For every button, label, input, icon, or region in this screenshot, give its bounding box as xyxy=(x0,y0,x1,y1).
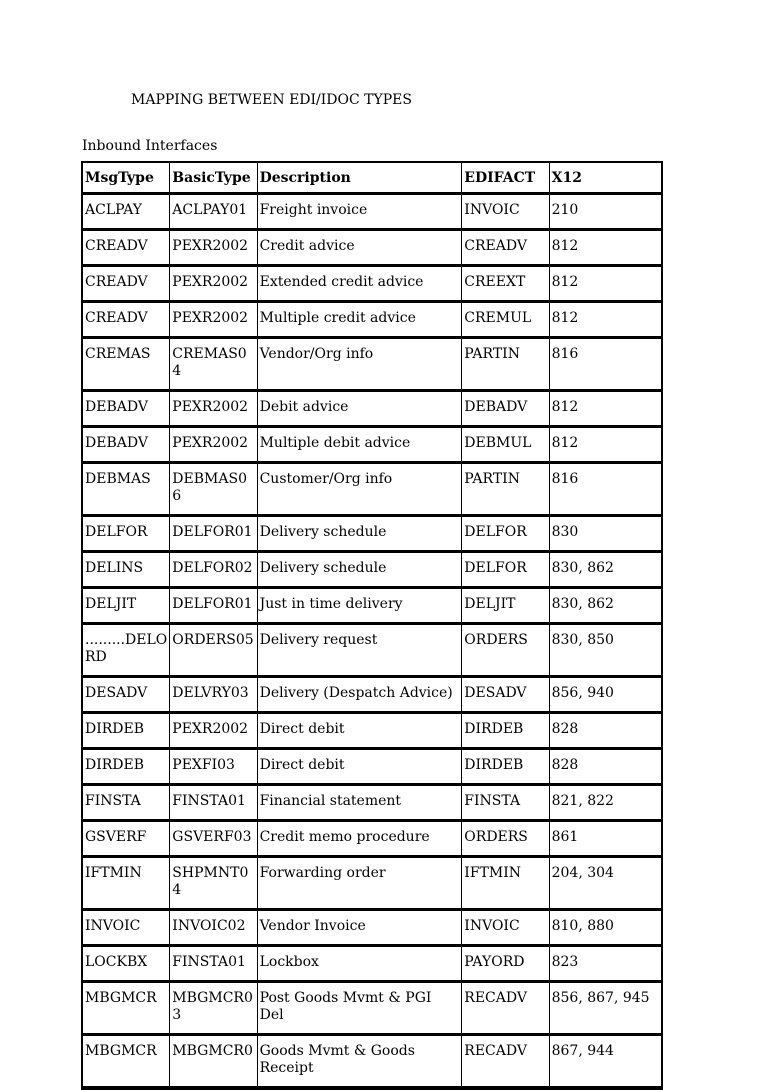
basictype-cell: MBGMCR0 xyxy=(169,1035,256,1088)
table-row xyxy=(83,624,661,677)
document-title: MAPPING BETWEEN EDI/IDOC TYPES xyxy=(131,92,412,108)
msgtype-cell: FINSTA xyxy=(83,785,169,821)
x12-cell: 861 xyxy=(549,821,661,857)
x12-cell: 812 xyxy=(549,427,661,463)
table-row xyxy=(83,391,661,427)
msgtype-cell: MBGMCR xyxy=(83,982,169,1035)
table-row xyxy=(83,588,661,624)
basictype-cell: DELVRY03 xyxy=(169,677,256,713)
description-cell: Freight invoice xyxy=(257,194,462,230)
edifact-cell: DELJIT xyxy=(461,588,548,624)
basictype-cell: PEXR2002 xyxy=(169,266,256,302)
msgtype-cell: CREADV xyxy=(83,266,169,302)
description-cell: Just in time delivery xyxy=(257,588,462,624)
table-row xyxy=(83,230,661,266)
table-header-row xyxy=(83,163,661,194)
header-description: Description xyxy=(257,163,462,194)
description-cell: Post Goods Mvmt & PGI Del xyxy=(257,982,462,1035)
header-msgtype: MsgType xyxy=(83,163,169,194)
msgtype-cell: GSVERF xyxy=(83,821,169,857)
section-title: Inbound Interfaces xyxy=(82,138,218,154)
table-row xyxy=(83,910,661,946)
header-edifact: EDIFACT xyxy=(461,163,548,194)
description-cell: Lockbox xyxy=(257,946,462,982)
x12-cell: 867, 944 xyxy=(549,1035,661,1088)
msgtype-cell: LOCKBX xyxy=(83,946,169,982)
x12-cell: 812 xyxy=(549,391,661,427)
table-row xyxy=(83,785,661,821)
table-row xyxy=(83,302,661,338)
basictype-cell: SHPMNT04 xyxy=(169,857,256,910)
table-row xyxy=(83,821,661,857)
basictype-cell: PEXFI03 xyxy=(169,749,256,785)
basictype-cell: PEXR2002 xyxy=(169,427,256,463)
basictype-cell: DELFOR01 xyxy=(169,516,256,552)
x12-cell: 830, 850 xyxy=(549,624,661,677)
x12-cell: 204, 304 xyxy=(549,857,661,910)
table-row xyxy=(83,677,661,713)
x12-cell: 830 xyxy=(549,516,661,552)
basictype-cell: CREMAS04 xyxy=(169,338,256,391)
edifact-cell: RECADV xyxy=(461,982,548,1035)
msgtype-cell: DIRDEB xyxy=(83,713,169,749)
table-row xyxy=(83,427,661,463)
table-row xyxy=(83,713,661,749)
basictype-cell: MBGMCR03 xyxy=(169,982,256,1035)
x12-cell: 210 xyxy=(549,194,661,230)
table-row xyxy=(83,749,661,785)
description-cell: Delivery (Despatch Advice) xyxy=(257,677,462,713)
mapping-table xyxy=(81,161,663,1090)
x12-cell: 816 xyxy=(549,338,661,391)
table-row xyxy=(83,1035,661,1088)
basictype-cell: DEBMAS06 xyxy=(169,463,256,516)
msgtype-cell: ACLPAY xyxy=(83,194,169,230)
basictype-cell: DELFOR01 xyxy=(169,588,256,624)
edifact-cell: PARTIN xyxy=(461,463,548,516)
table-row xyxy=(83,516,661,552)
header-basictype: BasicType xyxy=(169,163,256,194)
x12-cell: 821, 822 xyxy=(549,785,661,821)
description-cell: Credit memo procedure xyxy=(257,821,462,857)
basictype-cell: GSVERF03 xyxy=(169,821,256,857)
table-row xyxy=(83,194,661,230)
description-cell: Vendor/Org info xyxy=(257,338,462,391)
msgtype-cell: CREADV xyxy=(83,302,169,338)
basictype-cell: FINSTA01 xyxy=(169,946,256,982)
basictype-cell: ORDERS05 xyxy=(169,624,256,677)
basictype-cell: DELFOR02 xyxy=(169,552,256,588)
description-cell: Delivery schedule xyxy=(257,516,462,552)
edifact-cell: CREMUL xyxy=(461,302,548,338)
description-cell: Financial statement xyxy=(257,785,462,821)
edifact-cell: RECADV xyxy=(461,1035,548,1088)
basictype-cell: PEXR2002 xyxy=(169,230,256,266)
x12-cell: 812 xyxy=(549,302,661,338)
edifact-cell: INVOIC xyxy=(461,194,548,230)
x12-cell: 816 xyxy=(549,463,661,516)
msgtype-cell: DELINS xyxy=(83,552,169,588)
basictype-cell: FINSTA01 xyxy=(169,785,256,821)
description-cell: Direct debit xyxy=(257,749,462,785)
x12-cell: 828 xyxy=(549,749,661,785)
edifact-cell: PARTIN xyxy=(461,338,548,391)
description-cell: Multiple debit advice xyxy=(257,427,462,463)
x12-cell: 830, 862 xyxy=(549,552,661,588)
edifact-cell: DEBMUL xyxy=(461,427,548,463)
x12-cell: 828 xyxy=(549,713,661,749)
msgtype-cell: IFTMIN xyxy=(83,857,169,910)
x12-cell: 856, 940 xyxy=(549,677,661,713)
table-row xyxy=(83,266,661,302)
description-cell: Multiple credit advice xyxy=(257,302,462,338)
description-cell: Vendor Invoice xyxy=(257,910,462,946)
description-cell: Customer/Org info xyxy=(257,463,462,516)
table-row xyxy=(83,982,661,1035)
msgtype-cell: DIRDEB xyxy=(83,749,169,785)
msgtype-cell: DEBADV xyxy=(83,391,169,427)
msgtype-cell: DELFOR xyxy=(83,516,169,552)
basictype-cell: INVOIC02 xyxy=(169,910,256,946)
msgtype-cell: .........DELORD xyxy=(83,624,169,677)
basictype-cell: PEXR2002 xyxy=(169,713,256,749)
description-cell: Debit advice xyxy=(257,391,462,427)
description-cell: Delivery schedule xyxy=(257,552,462,588)
basictype-cell: PEXR2002 xyxy=(169,302,256,338)
edifact-cell: FINSTA xyxy=(461,785,548,821)
edifact-cell: DIRDEB xyxy=(461,713,548,749)
description-cell: Goods Mvmt & Goods Receipt xyxy=(257,1035,462,1088)
x12-cell: 823 xyxy=(549,946,661,982)
table-row xyxy=(83,338,661,391)
edifact-cell: INVOIC xyxy=(461,910,548,946)
msgtype-cell: CREADV xyxy=(83,230,169,266)
x12-cell: 812 xyxy=(549,230,661,266)
table-row xyxy=(83,463,661,516)
edifact-cell: ORDERS xyxy=(461,624,548,677)
msgtype-cell: DEBMAS xyxy=(83,463,169,516)
edifact-cell: DESADV xyxy=(461,677,548,713)
description-cell: Extended credit advice xyxy=(257,266,462,302)
msgtype-cell: DELJIT xyxy=(83,588,169,624)
x12-cell: 830, 862 xyxy=(549,588,661,624)
description-cell: Delivery request xyxy=(257,624,462,677)
x12-cell: 810, 880 xyxy=(549,910,661,946)
basictype-cell: ACLPAY01 xyxy=(169,194,256,230)
edifact-cell: DIRDEB xyxy=(461,749,548,785)
x12-cell: 856, 867, 945 xyxy=(549,982,661,1035)
basictype-cell: PEXR2002 xyxy=(169,391,256,427)
header-x12: X12 xyxy=(549,163,661,194)
table-row xyxy=(83,946,661,982)
msgtype-cell: CREMAS xyxy=(83,338,169,391)
description-cell: Credit advice xyxy=(257,230,462,266)
edifact-cell: DELFOR xyxy=(461,516,548,552)
msgtype-cell: MBGMCR xyxy=(83,1035,169,1088)
x12-cell: 812 xyxy=(549,266,661,302)
table-row xyxy=(83,857,661,910)
table-row xyxy=(83,552,661,588)
edifact-cell: DEBADV xyxy=(461,391,548,427)
edifact-cell: PAYORD xyxy=(461,946,548,982)
edifact-cell: IFTMIN xyxy=(461,857,548,910)
edifact-cell: DELFOR xyxy=(461,552,548,588)
msgtype-cell: DESADV xyxy=(83,677,169,713)
table-body xyxy=(83,194,661,1088)
msgtype-cell: INVOIC xyxy=(83,910,169,946)
edifact-cell: ORDERS xyxy=(461,821,548,857)
edifact-cell: CREADV xyxy=(461,230,548,266)
description-cell: Direct debit xyxy=(257,713,462,749)
edifact-cell: CREEXT xyxy=(461,266,548,302)
description-cell: Forwarding order xyxy=(257,857,462,910)
msgtype-cell: DEBADV xyxy=(83,427,169,463)
